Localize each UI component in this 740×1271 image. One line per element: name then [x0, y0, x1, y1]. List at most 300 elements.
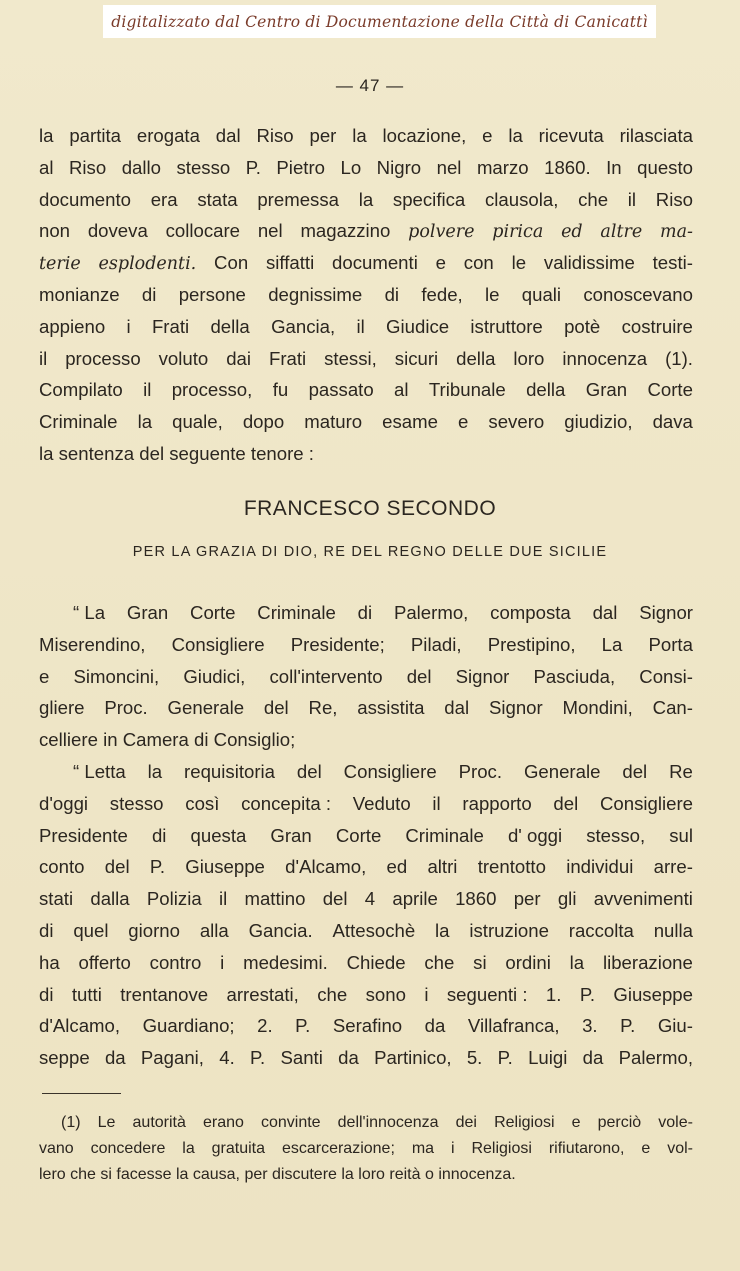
- word: la: [352, 125, 367, 146]
- text-line: [39, 184, 693, 216]
- word: Mondini,: [562, 697, 633, 719]
- word: rapporto: [462, 792, 532, 814]
- word: i: [126, 315, 131, 337]
- text-line: [39, 374, 693, 406]
- word: 4: [364, 888, 376, 910]
- word: requisitoria: [184, 761, 275, 782]
- word: Partinico,: [374, 1047, 452, 1069]
- text-line: [39, 279, 693, 311]
- word: sono: [365, 983, 406, 1005]
- word: 2.: [257, 1015, 273, 1037]
- word: erano: [202, 1114, 244, 1131]
- word: 3.: [582, 1015, 598, 1037]
- footnote-divider: [42, 1093, 121, 1094]
- word: dopo: [242, 411, 285, 433]
- word: perciò: [597, 1114, 642, 1131]
- word: Giuseppe: [613, 983, 693, 1005]
- word: individui: [566, 856, 634, 878]
- word: d'Alcamo,: [39, 1015, 121, 1037]
- text-line: [39, 215, 693, 247]
- word: stesso: [176, 156, 231, 178]
- word: dalla: [90, 888, 130, 910]
- word: giudizio,: [564, 411, 633, 433]
- word: e: [435, 252, 446, 274]
- word: i: [450, 1140, 455, 1157]
- digitization-watermark: digitalizzato dal Centro di Documentazione della Città di Canicattì: [103, 5, 656, 38]
- line-text: la sentenza del seguente tenore :: [39, 442, 314, 464]
- word: Corte: [335, 824, 382, 846]
- word: Riso: [655, 188, 693, 210]
- word: i: [220, 951, 225, 973]
- word: composta: [490, 602, 571, 623]
- word: convinte: [260, 1114, 321, 1131]
- word: Riso: [68, 156, 107, 178]
- word: Giudici,: [183, 665, 246, 687]
- word: quel: [73, 919, 109, 941]
- word: arre-: [653, 856, 693, 878]
- word: aprile: [392, 888, 438, 910]
- word: il: [143, 379, 152, 401]
- text-line: [39, 406, 693, 438]
- word: ricevuta: [538, 125, 604, 146]
- word: siffatti: [265, 252, 315, 274]
- word: rilasciata: [619, 125, 693, 146]
- word: di: [151, 824, 167, 846]
- word: stessi,: [324, 347, 377, 369]
- word: (1): [61, 1114, 81, 1131]
- text-line: [39, 152, 693, 184]
- word: Frati: [151, 315, 190, 337]
- word: 1860: [455, 888, 497, 910]
- word: istruzione: [469, 919, 549, 941]
- word: locazione,: [382, 125, 467, 146]
- word: Giuseppe: [185, 856, 265, 878]
- word: erogata: [136, 125, 200, 146]
- word: Riso: [256, 125, 294, 146]
- word: (1).: [665, 347, 693, 369]
- word: Religiosi: [494, 1114, 555, 1131]
- word: doveva: [87, 220, 148, 242]
- word: dal: [592, 602, 618, 623]
- word: sul: [669, 824, 693, 846]
- footnote-line: [39, 1110, 693, 1136]
- text-line: [39, 1010, 693, 1042]
- word: per: [513, 888, 541, 910]
- word: documenti: [332, 252, 418, 274]
- word: “ Letta: [73, 761, 126, 782]
- word: assistita: [357, 697, 425, 719]
- text-line: [39, 724, 693, 756]
- word: innocenza: [562, 347, 648, 369]
- word: documento: [39, 188, 131, 210]
- word: giorno: [128, 919, 180, 941]
- word: Generale: [523, 761, 601, 782]
- text-line: [39, 883, 693, 915]
- word: nel: [436, 156, 462, 178]
- word: Signor: [455, 665, 510, 687]
- word: della: [456, 347, 496, 369]
- word: la: [358, 188, 374, 210]
- line-text: celliere in Camera di Consiglio;: [39, 729, 296, 751]
- word: del: [553, 792, 579, 814]
- word: partita: [69, 125, 122, 146]
- word: stata: [197, 188, 238, 210]
- word: coll'intervento: [269, 665, 383, 687]
- word: e: [571, 1114, 581, 1131]
- text-line: [39, 947, 693, 979]
- word: gratuita: [211, 1140, 266, 1157]
- text-line: [39, 629, 693, 661]
- text-line: [39, 120, 693, 152]
- line-text: lero che si facesse la causa, per discutere la loro reità o innocenza.: [39, 1166, 516, 1183]
- word: dal: [215, 125, 241, 146]
- word: Consigliere: [171, 633, 265, 655]
- word: al: [39, 156, 54, 178]
- word: di: [39, 983, 54, 1005]
- word: e: [458, 411, 469, 433]
- word: Gancia,: [271, 315, 336, 337]
- word: della: [526, 379, 566, 401]
- word: non: [39, 220, 71, 242]
- word: del: [622, 761, 648, 782]
- word: Criminale: [257, 602, 336, 623]
- word: gliere: [39, 697, 85, 719]
- word: Gran: [270, 824, 312, 846]
- text-line: [39, 820, 693, 852]
- word: Guardiano;: [142, 1015, 235, 1037]
- word: Porta: [648, 633, 693, 655]
- page-number: — 47 —: [335, 76, 405, 95]
- word: la: [508, 125, 523, 146]
- word: trentotto: [477, 856, 546, 878]
- word: il: [39, 347, 48, 369]
- word: e: [482, 125, 493, 146]
- word: processo: [65, 347, 141, 369]
- word: della: [210, 315, 250, 337]
- word: persone: [178, 283, 246, 305]
- word: Re,: [308, 697, 338, 719]
- word: dava: [652, 411, 693, 433]
- word: validissime: [543, 252, 635, 274]
- word: d'Alcamo,: [285, 856, 367, 878]
- word: Veduto: [352, 792, 411, 814]
- word: contro: [149, 951, 202, 973]
- word: e: [641, 1140, 651, 1157]
- word: Can-: [652, 697, 693, 719]
- word: questa: [190, 824, 247, 846]
- word: il: [218, 888, 228, 910]
- word: voluto: [158, 347, 209, 369]
- word: seppe: [39, 1047, 90, 1069]
- word: P.: [620, 1015, 636, 1037]
- word: Presidente;: [290, 633, 385, 655]
- word: del: [406, 665, 432, 687]
- word: Criminale: [405, 824, 484, 846]
- word: Palermo,: [393, 602, 469, 623]
- text-line: [39, 247, 693, 279]
- text-line: [39, 661, 693, 693]
- word: era: [150, 188, 178, 210]
- text-line: [39, 979, 693, 1011]
- word: autorità: [132, 1114, 186, 1131]
- word: 4.: [219, 1047, 235, 1069]
- word: Re: [669, 761, 693, 782]
- word: ed: [561, 222, 583, 243]
- word: Con: [214, 252, 249, 274]
- word: clausola,: [484, 188, 559, 210]
- word: le: [511, 252, 527, 274]
- text-line: [39, 438, 693, 470]
- word: per: [309, 125, 337, 146]
- word: raccolta: [568, 919, 634, 941]
- word: Nigro: [376, 156, 422, 178]
- word: concedere: [90, 1140, 166, 1157]
- word: d' oggi: [507, 824, 563, 846]
- word: mattino: [244, 888, 306, 910]
- word: marzo: [476, 156, 529, 178]
- word: Luigi: [528, 1047, 568, 1069]
- word: nel: [257, 220, 283, 242]
- word: ha: [39, 951, 60, 973]
- word: P.: [250, 1047, 266, 1069]
- word: che: [317, 983, 348, 1005]
- word: Gancia.: [248, 919, 313, 941]
- word: vano: [39, 1140, 74, 1157]
- word: degnissime: [268, 283, 363, 305]
- text-line: [39, 1042, 693, 1074]
- word: “ La: [73, 602, 106, 623]
- word: dal: [444, 697, 470, 719]
- text-line: [39, 915, 693, 947]
- word: dallo: [121, 156, 161, 178]
- word: nulla: [653, 919, 693, 941]
- paragraph-1: [39, 120, 693, 470]
- word: di: [141, 283, 157, 305]
- footnote-line: [39, 1136, 693, 1162]
- word: fede,: [421, 283, 463, 305]
- word: Miserendino,: [39, 633, 146, 655]
- text-line: [39, 343, 693, 375]
- word: conto: [39, 856, 85, 878]
- word: Pasciuda,: [533, 665, 616, 687]
- word: rifiutarono,: [548, 1140, 625, 1157]
- word: Signor: [639, 602, 693, 623]
- paragraph-2: [39, 597, 693, 756]
- word: il: [627, 188, 637, 210]
- word: 5.: [466, 1047, 483, 1069]
- word: vol-: [667, 1140, 693, 1157]
- word: polvere: [408, 222, 475, 243]
- word: maturo: [304, 411, 363, 433]
- word: del: [322, 888, 348, 910]
- word: di: [39, 919, 54, 941]
- word: Corte: [647, 379, 693, 401]
- word: Compilato: [39, 379, 123, 401]
- word: Villafranca,: [467, 1015, 560, 1037]
- word: la: [147, 761, 163, 782]
- word: Pagani,: [140, 1047, 204, 1069]
- word: con: [463, 252, 494, 274]
- word: medesimi.: [243, 951, 328, 973]
- word: P.: [295, 1015, 311, 1037]
- word: dell'innocenza: [337, 1114, 439, 1131]
- word: Serafino: [332, 1015, 403, 1037]
- word: Simoncini,: [73, 665, 160, 687]
- word: dei: [455, 1114, 477, 1131]
- word: di: [357, 602, 373, 623]
- text-line: [39, 311, 693, 343]
- word: istruttore: [470, 315, 543, 337]
- word: quale,: [172, 411, 223, 433]
- word: del: [263, 697, 289, 719]
- word: la: [137, 411, 153, 433]
- word: ed: [386, 856, 408, 878]
- word: che: [424, 951, 455, 973]
- word: i: [424, 983, 429, 1005]
- word: costruire: [621, 315, 693, 337]
- word: la: [569, 951, 585, 973]
- word: 1860.: [544, 156, 591, 178]
- word: appieno: [39, 315, 106, 337]
- word: tutti: [71, 983, 102, 1005]
- word: vole-: [658, 1114, 693, 1131]
- word: arrestati,: [226, 983, 299, 1005]
- word: Tribunale: [428, 379, 506, 401]
- word: altre: [600, 222, 643, 243]
- word: stati: [39, 888, 74, 910]
- word: Presidente: [39, 824, 128, 846]
- word: La: [601, 633, 623, 655]
- text-line: [39, 756, 693, 788]
- word: loro: [513, 347, 545, 369]
- word: Lo: [340, 156, 362, 178]
- word: severo: [488, 411, 545, 433]
- word: Piladi,: [410, 633, 462, 655]
- word: P.: [149, 856, 166, 878]
- word: gli: [557, 888, 577, 910]
- word: 1.: [545, 983, 562, 1005]
- footnote-line: [39, 1162, 693, 1188]
- footnote: [39, 1110, 693, 1188]
- word: Criminale: [39, 411, 118, 433]
- text-line: [39, 692, 693, 724]
- word: P.: [579, 983, 595, 1005]
- word: così: [185, 792, 220, 814]
- word: testi-: [652, 252, 693, 274]
- word: trentanove: [120, 983, 209, 1005]
- word: collocare: [165, 220, 241, 242]
- word: altri: [427, 856, 458, 878]
- word: conoscevano: [583, 283, 693, 305]
- word: processo,: [171, 379, 253, 401]
- word: Palermo,: [618, 1047, 693, 1069]
- word: del: [104, 856, 130, 878]
- word: stesso: [109, 792, 164, 814]
- word: fu: [272, 379, 289, 401]
- word: Generale: [167, 697, 245, 719]
- word: Santi: [280, 1047, 323, 1069]
- word: questo: [637, 156, 693, 178]
- word: ma: [411, 1140, 435, 1157]
- word: Frati: [268, 347, 307, 369]
- word: ordini: [505, 951, 551, 973]
- word: Giudice: [386, 315, 450, 337]
- word: P.: [245, 156, 261, 178]
- word: da: [338, 1047, 359, 1069]
- word: esame: [382, 411, 438, 433]
- word: si: [473, 951, 487, 973]
- word: Proc.: [458, 761, 503, 782]
- word: monianze: [39, 283, 120, 305]
- word: offerto: [78, 951, 131, 973]
- word: concepita :: [241, 792, 332, 814]
- word: Gran: [126, 602, 169, 623]
- text-line: [39, 788, 693, 820]
- word: In: [606, 156, 622, 178]
- decree-subheading: PER LA GRAZIA DI DIO, RE DEL REGNO DELLE DUE SICILIE: [132, 544, 608, 560]
- word: P.: [497, 1047, 513, 1069]
- word: Giu-: [657, 1015, 693, 1037]
- word: il: [432, 792, 441, 814]
- word: avvenimenti: [593, 888, 693, 910]
- text-line: [39, 851, 693, 883]
- word: stesso,: [586, 824, 646, 846]
- word: Le: [97, 1114, 116, 1131]
- word: Consi-: [639, 665, 693, 687]
- word: Proc.: [104, 697, 148, 719]
- word: di: [384, 283, 400, 305]
- word: esplodenti.: [98, 254, 197, 275]
- word: del: [296, 761, 322, 782]
- word: la: [435, 919, 450, 941]
- word: Gran: [585, 379, 628, 401]
- word: Pietro: [276, 156, 325, 178]
- word: passato: [308, 379, 374, 401]
- word: potè: [564, 315, 601, 337]
- word: il: [356, 315, 365, 337]
- word: Chiede: [346, 951, 406, 973]
- word: Consigliere: [599, 792, 693, 814]
- word: le: [485, 283, 500, 305]
- word: e: [39, 665, 50, 687]
- decree-heading: FRANCESCO SECONDO: [243, 497, 497, 520]
- word: la: [39, 125, 54, 146]
- word: che: [578, 188, 609, 210]
- word: al: [394, 379, 409, 401]
- word: premessa: [257, 188, 339, 210]
- word: specifica: [392, 188, 466, 210]
- text-line: [39, 597, 693, 629]
- word: Polizia: [146, 888, 202, 910]
- word: Prestipino,: [487, 633, 576, 655]
- word: Consigliere: [343, 761, 437, 782]
- word: da: [424, 1015, 446, 1037]
- word: Religiosi: [471, 1140, 532, 1157]
- word: ma-: [660, 222, 693, 243]
- word: dai: [226, 347, 252, 369]
- word: quali: [521, 283, 562, 305]
- word: alla: [199, 919, 229, 941]
- word: escarcerazione;: [281, 1140, 395, 1157]
- word: Corte: [190, 602, 236, 623]
- word: da: [104, 1047, 126, 1069]
- word: pirica: [492, 222, 544, 243]
- word: seguenti :: [446, 983, 528, 1005]
- word: liberazione: [602, 951, 693, 973]
- word: terie: [39, 254, 81, 275]
- word: magazzino: [300, 220, 391, 242]
- paragraph-3: [39, 756, 693, 1074]
